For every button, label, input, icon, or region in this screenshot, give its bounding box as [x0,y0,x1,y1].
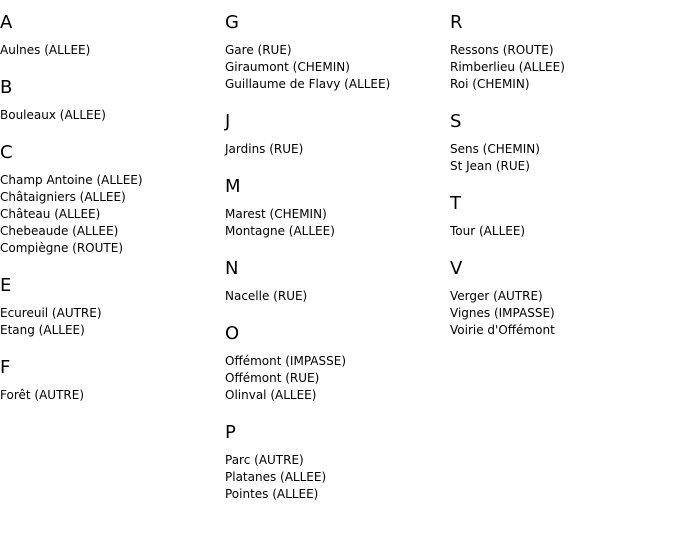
street-link[interactable]: Parc (AUTRE) [225,453,304,467]
street-list [450,288,670,339]
letter-heading: J [225,111,231,132]
street-link[interactable]: Tour (ALLEE) [450,224,526,238]
street-link[interactable]: Giraumont (CHEMIN) [225,60,350,74]
letter-heading: P [225,422,236,443]
street-link[interactable]: Vignes (IMPASSE) [450,306,555,320]
street-list [225,288,445,305]
letter-group [450,193,670,240]
street-link[interactable]: Chebeaude (ALLEE) [0,224,119,238]
street-list [450,42,670,93]
letter-group [0,275,220,339]
letter-heading: O [225,323,240,344]
street-index-column [225,12,445,521]
letter-heading: F [0,357,11,378]
street-link[interactable]: Marest (CHEMIN) [225,207,327,221]
street-list [225,452,445,503]
street-link[interactable]: Aulnes (ALLEE) [0,43,91,57]
street-link[interactable]: Champ Antoine (ALLEE) [0,173,143,187]
letter-group [225,176,445,240]
letter-heading: R [450,12,463,33]
letter-heading: B [0,77,13,98]
letter-group [225,12,445,93]
street-link[interactable]: Nacelle (RUE) [225,289,308,303]
street-link[interactable]: Etang (ALLEE) [0,323,85,337]
letter-heading: S [450,111,462,132]
street-link[interactable]: Offémont (RUE) [225,371,320,385]
street-link[interactable]: Jardins (RUE) [225,142,304,156]
letter-group [450,12,670,93]
street-list [225,141,445,158]
street-list [0,305,220,339]
street-index-column [450,12,670,357]
street-link[interactable]: Offémont (IMPASSE) [225,354,347,368]
street-list [225,206,445,240]
street-link[interactable]: Guillaume de Flavy (ALLEE) [225,77,391,91]
letter-group [0,357,220,404]
letter-group [225,111,445,158]
street-link[interactable]: Platanes (ALLEE) [225,470,327,484]
street-link[interactable]: Pointes (ALLEE) [225,487,319,501]
letter-heading: A [0,12,13,33]
letter-heading: G [225,12,239,33]
street-link[interactable]: Ecureuil (AUTRE) [0,306,102,320]
letter-group [0,77,220,124]
street-list [450,223,670,240]
letter-group [450,258,670,339]
letter-group [225,422,445,503]
street-list [0,42,220,59]
street-link[interactable]: Voirie d'Offémont [450,323,555,337]
street-list [0,107,220,124]
street-link[interactable]: Ressons (ROUTE) [450,43,554,57]
street-link[interactable]: Châtaigniers (ALLEE) [0,190,126,204]
letter-group [450,111,670,175]
street-list [225,353,445,404]
street-link[interactable]: St Jean (RUE) [450,159,530,173]
street-link[interactable]: Verger (AUTRE) [450,289,543,303]
street-link[interactable]: Montagne (ALLEE) [225,224,335,238]
street-link[interactable]: Sens (CHEMIN) [450,142,540,156]
street-link[interactable]: Gare (RUE) [225,43,292,57]
street-link[interactable]: Compiègne (ROUTE) [0,241,124,255]
letter-group [0,12,220,59]
street-link[interactable]: Rimberlieu (ALLEE) [450,60,565,74]
street-link[interactable]: Bouleaux (ALLEE) [0,108,106,122]
street-list [225,42,445,93]
letter-heading: M [225,176,241,197]
street-list [0,387,220,404]
street-link[interactable]: Roi (CHEMIN) [450,77,530,91]
letter-group [225,258,445,305]
letter-heading: E [0,275,12,296]
street-index-column [0,12,220,422]
letter-heading: N [225,258,239,279]
letter-heading: V [450,258,463,279]
letter-heading: T [450,193,461,214]
street-list [450,141,670,175]
letter-group [0,142,220,257]
letter-heading: C [0,142,13,163]
street-list [0,172,220,257]
street-link[interactable]: Olinval (ALLEE) [225,388,317,402]
letter-group [225,323,445,404]
street-link[interactable]: Forêt (AUTRE) [0,388,84,402]
street-link[interactable]: Château (ALLEE) [0,207,101,221]
